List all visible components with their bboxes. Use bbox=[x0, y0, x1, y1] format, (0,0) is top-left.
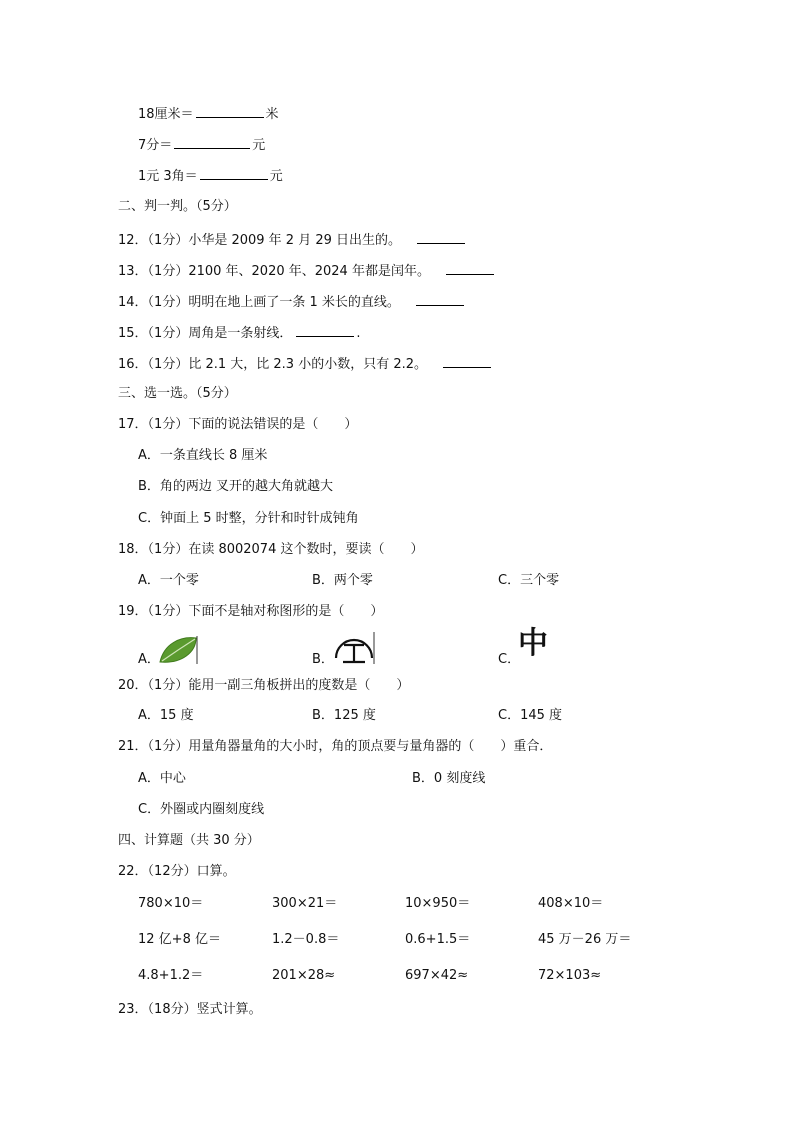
answer-blank[interactable] bbox=[200, 165, 268, 180]
q18-option-a[interactable]: A．一个零 bbox=[138, 573, 199, 588]
answer-blank[interactable] bbox=[417, 229, 465, 244]
conversion-3 bbox=[138, 165, 283, 187]
q17-option-a[interactable]: A．一条直线长 8 厘米 bbox=[138, 448, 268, 463]
judge-item-16-text: 16．（1分）比 2.1 大，比 2.3 小的小数，只有 2.2。 bbox=[118, 357, 427, 372]
conversion-1 bbox=[138, 103, 279, 125]
calc-item: 408×10＝ bbox=[538, 896, 604, 911]
q20-stem: 20．（1分）能用一副三角板拼出的度数是（ ） bbox=[118, 678, 410, 693]
judge-item-13-text: 13．（1分）2100 年、2020 年、2024 年都是闰年。 bbox=[118, 264, 430, 279]
q17-stem: 17．（1分）下面的说法错误的是（ ） bbox=[118, 417, 358, 432]
q21-option-b[interactable]: B．0 刻度线 bbox=[412, 771, 486, 786]
section-4-title: 四、计算题（共 30 分） bbox=[118, 833, 260, 848]
zhong-character-image: 中 bbox=[518, 626, 548, 661]
conversion-1-unit: 米 bbox=[265, 107, 279, 122]
judge-item-16 bbox=[118, 353, 493, 375]
q17-option-c[interactable]: C．钟面上 5 时整，分针和时针成钝角 bbox=[138, 511, 359, 526]
section-3-title: 三、选一选。（5分） bbox=[118, 386, 237, 401]
conversion-3-unit: 元 bbox=[269, 169, 283, 184]
conversion-3-left: 1元 3角＝ bbox=[138, 169, 198, 184]
calc-item: 45 万－26 万＝ bbox=[538, 932, 632, 947]
answer-blank[interactable] bbox=[416, 291, 464, 306]
conversion-2-left: 7分＝ bbox=[138, 138, 173, 153]
calc-item: 201×28≈ bbox=[272, 968, 336, 983]
ruler-symbol-icon bbox=[332, 628, 376, 666]
q20-option-c[interactable]: C．145 度 bbox=[498, 708, 563, 723]
q20-option-b[interactable]: B．125 度 bbox=[312, 708, 376, 723]
conversion-1-left: 18厘米＝ bbox=[138, 107, 194, 122]
q19-option-a[interactable]: A． bbox=[138, 652, 160, 667]
answer-blank[interactable] bbox=[446, 260, 494, 275]
judge-item-12-text: 12．（1分）小华是 2009 年 2 月 29 日出生的。 bbox=[118, 233, 402, 248]
calc-item: 1.2－0.8＝ bbox=[272, 932, 340, 947]
calc-item: 697×42≈ bbox=[405, 968, 469, 983]
q23-stem: 23．（18分）竖式计算。 bbox=[118, 1002, 262, 1017]
q22-stem: 22．（12分）口算。 bbox=[118, 864, 236, 879]
judge-item-15-tail: . bbox=[356, 326, 361, 341]
calc-item: 780×10＝ bbox=[138, 896, 204, 911]
q18-stem: 18．（1分）在读 8002074 这个数时，要读（ ） bbox=[118, 542, 424, 557]
section-2-title: 二、判一判。（5分） bbox=[118, 199, 237, 214]
answer-blank[interactable] bbox=[174, 134, 250, 149]
calc-item: 300×21＝ bbox=[272, 896, 338, 911]
q21-option-a[interactable]: A．中心 bbox=[138, 771, 186, 786]
judge-item-14-text: 14．（1分）明明在地上画了一条 1 米长的直线。 bbox=[118, 295, 400, 310]
judge-item-15-text: 15．（1分）周角是一条射线． bbox=[118, 326, 293, 341]
q19-option-c[interactable]: C． bbox=[498, 652, 521, 667]
answer-blank[interactable] bbox=[443, 353, 491, 368]
q18-option-c[interactable]: C．三个零 bbox=[498, 573, 560, 588]
answer-blank[interactable] bbox=[296, 322, 354, 337]
q21-stem: 21．（1分）用量角器量角的大小时，角的顶点要与量角器的（ ）重合． bbox=[118, 739, 553, 754]
calc-item: 4.8+1.2＝ bbox=[138, 968, 204, 983]
conversion-2-unit: 元 bbox=[252, 138, 266, 153]
q17-option-b[interactable]: B．角的两边 叉开的越大角就越大 bbox=[138, 479, 334, 494]
conversion-2 bbox=[138, 134, 265, 156]
calc-item: 72×103≈ bbox=[538, 968, 602, 983]
q19-option-b[interactable]: B． bbox=[312, 652, 334, 667]
calc-item: 12 亿+8 亿＝ bbox=[138, 932, 221, 947]
judge-item-12 bbox=[118, 229, 467, 251]
judge-item-15 bbox=[118, 322, 360, 344]
calc-item: 10×950＝ bbox=[405, 896, 471, 911]
q19-stem: 19．（1分）下面不是轴对称图形的是（ ） bbox=[118, 604, 384, 619]
q18-option-b[interactable]: B．两个零 bbox=[312, 573, 373, 588]
calc-item: 0.6+1.5＝ bbox=[405, 932, 471, 947]
answer-blank[interactable] bbox=[196, 103, 264, 118]
q21-option-c[interactable]: C．外圈或内圈刻度线 bbox=[138, 802, 265, 817]
judge-item-14 bbox=[118, 291, 466, 313]
leaf-icon bbox=[158, 634, 200, 666]
q20-option-a[interactable]: A．15 度 bbox=[138, 708, 194, 723]
judge-item-13 bbox=[118, 260, 496, 282]
